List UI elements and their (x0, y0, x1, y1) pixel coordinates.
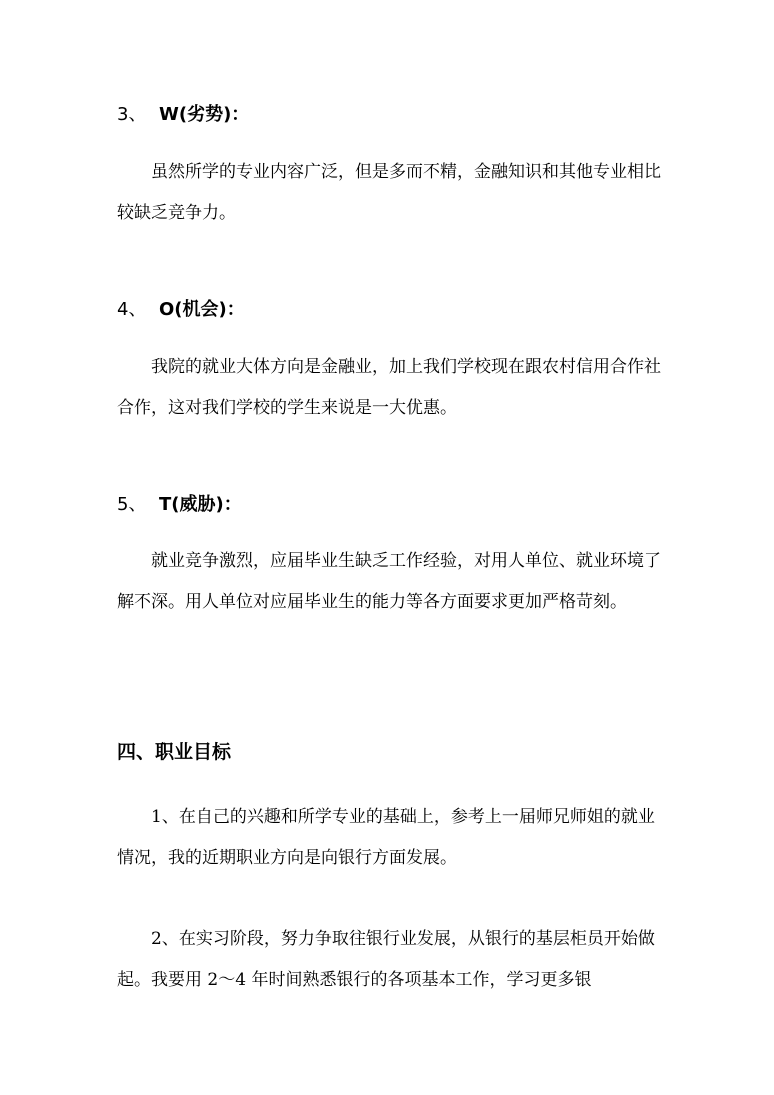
heading-number: 3、 (117, 104, 147, 125)
heading-title: W(劣势)： (159, 104, 250, 125)
heading-title: O(机会)： (159, 299, 245, 320)
heading-weakness (117, 103, 249, 127)
paragraph-weakness: 虽然所学的专业内容广泛，但是多而不精，金融知识和其他专业相比较缺乏竞争力。 (117, 162, 661, 223)
heading-opportunity (117, 298, 245, 322)
heading-number: 4、 (117, 299, 147, 320)
paragraph-threat: 就业竞争激烈，应届毕业生缺乏工作经验，对用人单位、就业环境了解不深。用人单位对应届毕业生的能力等各方面要求更加严格苛刻。 (117, 551, 661, 612)
paragraph-goal-1: 1、在自己的兴趣和所学专业的基础上，参考上一届师兄师姐的就业情况，我的近期职业方向是向银行方面发展。 (117, 807, 655, 868)
paragraph-opportunity: 我院的就业大体方向是金融业，加上我们学校现在跟农村信用合作社合作，这对我们学校的学生来说是一大优惠。 (117, 357, 661, 418)
section-title-career-goals: 四、职业目标 (117, 741, 232, 763)
heading-number: 5、 (117, 494, 147, 515)
paragraph-goal-2: 2、在实习阶段，努力争取往银行业发展，从银行的基层柜员开始做起。我要用 2～4 年时间熟悉银行的各项基本工作，学习更多银 (117, 929, 655, 990)
heading-threat (117, 493, 242, 517)
heading-title: T(威胁)： (159, 494, 242, 515)
